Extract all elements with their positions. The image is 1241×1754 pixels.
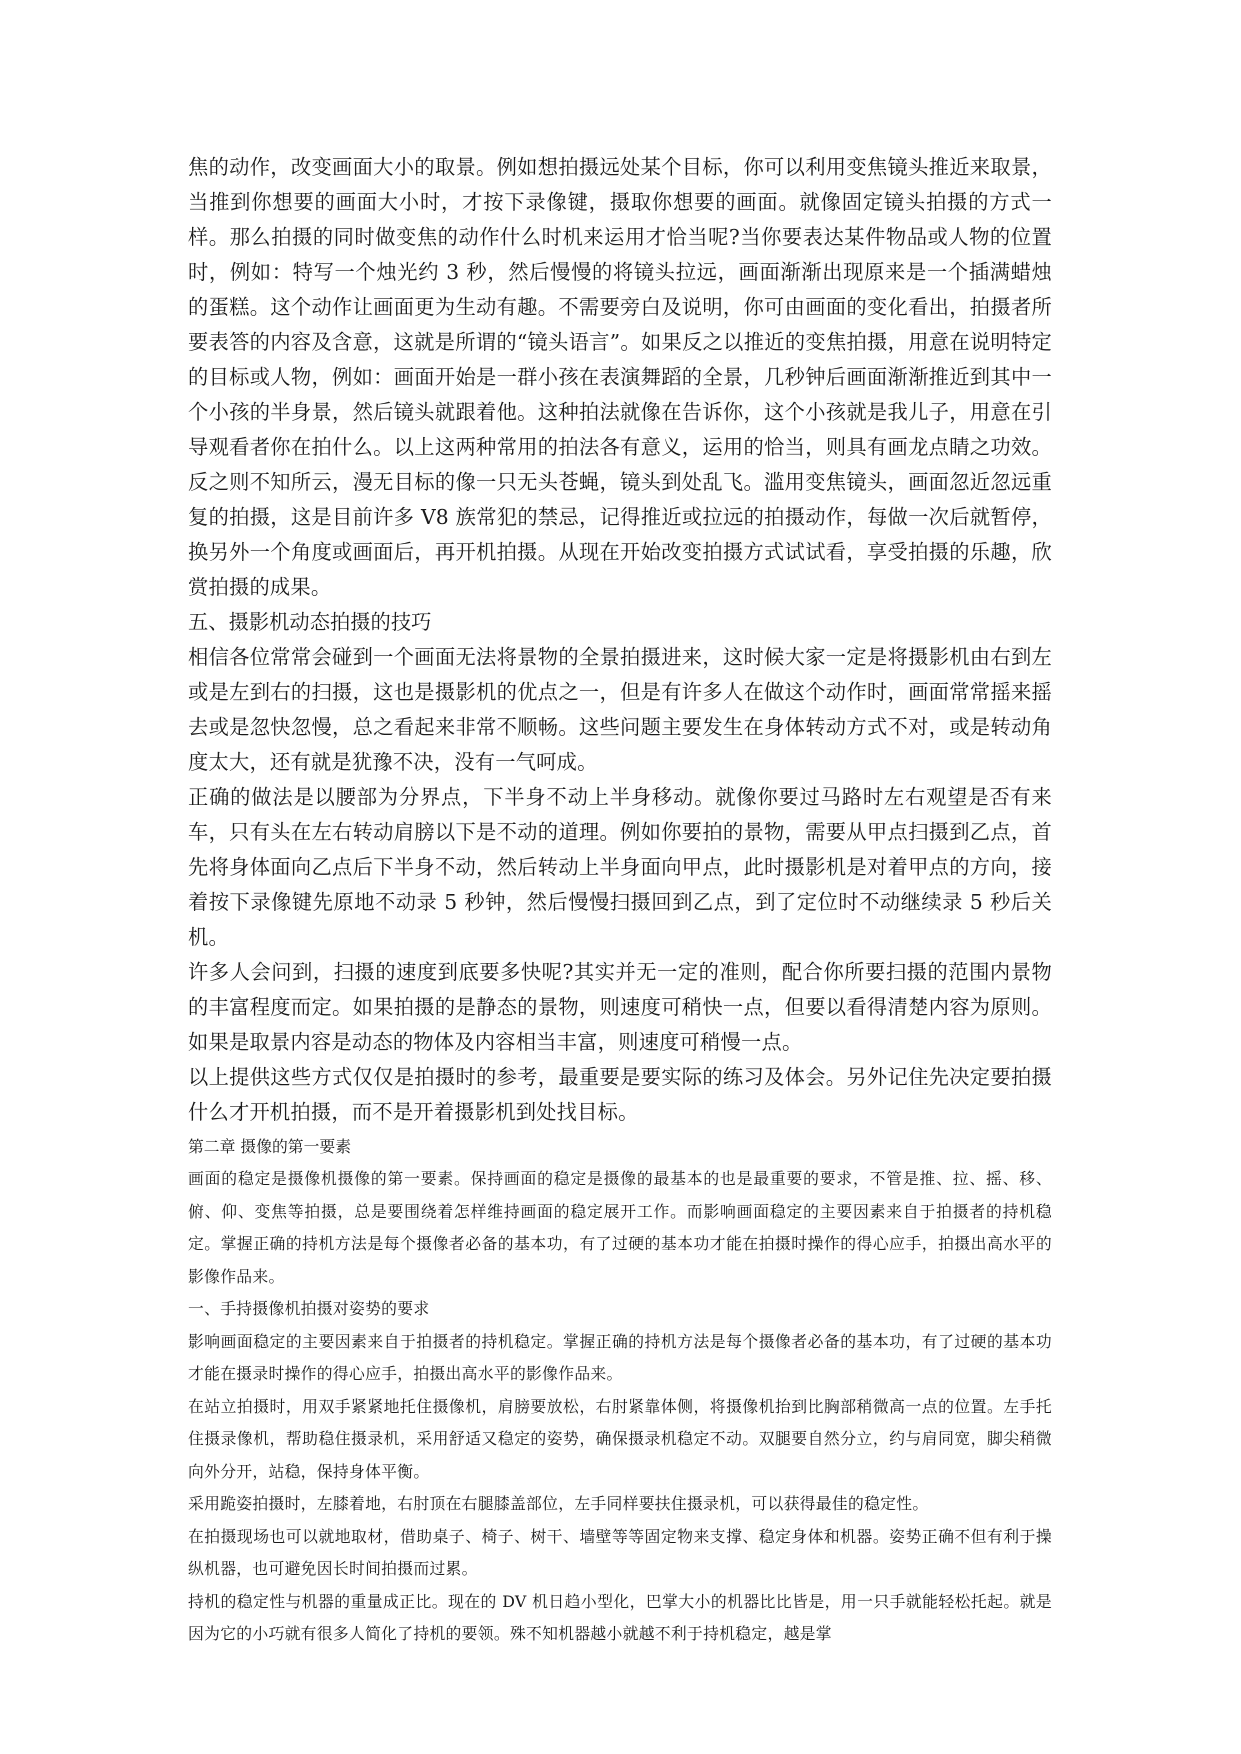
paragraph-panning-problems: 相信各位常常会碰到一个画面无法将景物的全景拍摄进来，这时候大家一定是将摄影机由右到左或是左到右的扫摄，这也是摄影机的优点之一，但是有许多人在做这个动作时，画面常常摇来摇去或是忽快忽慢，总之看起来非常不顺畅。这些问题主要发生在身体转动方式不对，或是转动角度太大，还有就是犹豫不决，没有一气呵成。 bbox=[188, 645, 1052, 774]
document-body bbox=[188, 150, 1052, 1651]
heading-dynamic-shooting: 五、摄影机动态拍摄的技巧 bbox=[188, 610, 432, 634]
heading-handheld-posture: 一、手持摄像机拍摄对姿势的要求 bbox=[188, 1299, 430, 1318]
paragraph-standing-posture: 在站立拍摄时，用双手紧紧地托住摄像机，肩膀要放松，右肘紧靠体侧，将摄像机抬到比胸部稍微高一点的位置。左手托住摄录像机，帮助稳住摄录机，采用舒适又稳定的姿势，确保摄录机稳定不动。双腿要自然分立，约与肩同宽，脚尖稍微向外分开，站稳，保持身体平衡。 bbox=[188, 1396, 1052, 1481]
paragraph-zoom-technique: 焦的动作，改变画面大小的取景。例如想拍摄远处某个目标，你可以利用变焦镜头推近来取景，当推到你想要的画面大小时，才按下录像键，摄取你想要的画面。就像固定镜头拍摄的方式一样。那么拍摄的同时做变焦的动作什么时机来运用才恰当呢?当你要表达某件物品或人物的位置时，例如：特写一个烛光约 3 秒，然后慢慢的将镜头拉远，画面渐渐出现原来是一个插满蜡烛的蛋糕。这个动作让画面更为生动有趣。不需要旁白及说明，你可由画面的变化看出，拍摄者所要表答的内容及含意，这就是所谓的“镜头语言”。如果反之以推近的变焦拍摄，用意在说明特定的目标或人物，例如：画面开始是一群小孩在表演舞蹈的全景，几秒钟后画面渐渐推近到其中一个小孩的半身景，然后镜头就跟着他。这种拍法就像在告诉你，这个小孩就是我儿子，用意在引导观看者你在拍什么。以上这两种常用的拍法各有意义，运用的恰当，则具有画龙点睛之功效。反之则不知所云，漫无目标的像一只无头苍蝇，镜头到处乱飞。滥用变焦镜头，画面忽近忽远重复的拍摄，这是目前许多 V8 族常犯的禁忌，记得推近或拉远的拍摄动作，每做一次后就暂停，换另外一个角度或画面后，再开机拍摄。从现在开始改变拍摄方式试试看，享受拍摄的乐趣，欣赏拍摄的成果。 bbox=[188, 155, 1052, 599]
paragraph-practice-advice: 以上提供这些方式仅仅是拍摄时的参考，最重要是要实际的练习及体会。另外记住先决定要拍摄什么才开机拍摄，而不是开着摄影机到处找目标。 bbox=[188, 1065, 1052, 1124]
section-camera-techniques bbox=[188, 150, 1052, 1130]
paragraph-holding-stability: 影响画面稳定的主要因素来自于拍摄者的持机稳定。掌握正确的持机方法是每个摄像者必备的基本功，有了过硬的基本功才能在摄录时操作的得心应手，拍摄出高水平的影像作品来。 bbox=[188, 1331, 1052, 1383]
paragraph-panning-speed: 许多人会问到，扫摄的速度到底要多快呢?其实并无一定的准则，配合你所要扫摄的范围内景物的丰富程度而定。如果拍摄的是静态的景物，则速度可稍快一点，但要以看得清楚内容为原则。如果是取景内容是动态的物体及内容相当丰富，则速度可稍慢一点。 bbox=[188, 960, 1052, 1054]
paragraph-stability-first: 画面的稳定是摄像机摄像的第一要素。保持画面的稳定是摄像的最基本的也是最重要的要求，不管是推、拉、摇、移、俯、仰、变焦等拍摄，总是要围绕着怎样维持画面的稳定展开工作。而影响画面稳定的主要因素来自于拍摄者的持机稳定。掌握正确的持机方法是每个摄像者必备的基本功，有了过硬的基本功才能在拍摄时操作的得心应手，拍摄出高水平的影像作品来。 bbox=[188, 1169, 1052, 1286]
paragraph-support-objects: 在拍摄现场也可以就地取材，借助桌子、椅子、树干、墙壁等等固定物来支撑、稳定身体和机器。姿势正确不但有利于操纵机器，也可避免因长时间拍摄而过累。 bbox=[188, 1526, 1052, 1578]
paragraph-kneeling-posture: 采用跪姿拍摄时，左膝着地，右肘顶在右腿膝盖部位，左手同样要扶住摄录机，可以获得最佳的稳定性。 bbox=[188, 1494, 929, 1513]
section-chapter-two bbox=[188, 1131, 1052, 1651]
paragraph-camera-weight: 持机的稳定性与机器的重量成正比。现在的 DV 机日趋小型化，巴掌大小的机器比比皆是，用一只手就能轻松托起。就是因为它的小巧就有很多人简化了持机的要领。殊不知机器越小就越不利于持机稳定，越是掌 bbox=[188, 1591, 1052, 1643]
chapter-title: 第二章 摄像的第一要素 bbox=[188, 1137, 351, 1156]
paragraph-correct-panning: 正确的做法是以腰部为分界点，下半身不动上半身移动。就像你要过马路时左右观望是否有来车，只有头在左右转动肩膀以下是不动的道理。例如你要拍的景物，需要从甲点扫摄到乙点，首先将身体面向乙点后下半身不动，然后转动上半身面向甲点，此时摄影机是对着甲点的方向，接着按下录像键先原地不动录 5 秒钟，然后慢慢扫摄回到乙点，到了定位时不动继续录 5 秒后关机。 bbox=[188, 785, 1052, 949]
